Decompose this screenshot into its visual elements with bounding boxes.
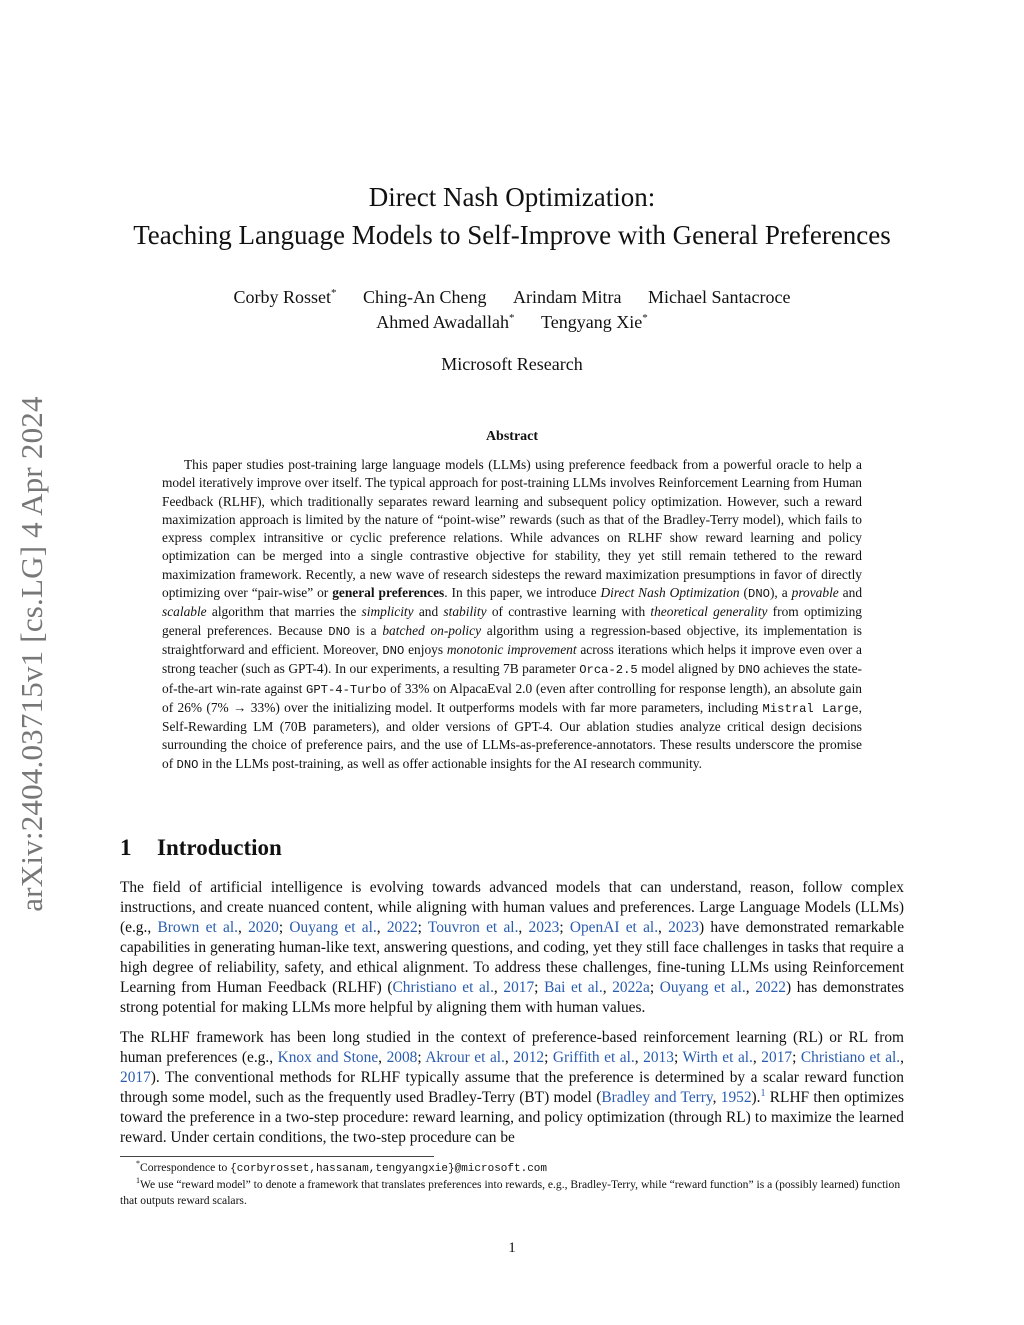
citation-year-link[interactable]: 2012 <box>513 1049 545 1066</box>
citation-year-link[interactable]: 2017 <box>503 979 535 996</box>
arxiv-stamp: arXiv:2404.03715v1 [cs.LG] 4 Apr 2024 <box>14 396 49 912</box>
title-line-2: Teaching Language Models to Self-Improve with General Preferences <box>133 220 891 250</box>
author: Ching-An Cheng <box>363 287 487 307</box>
citation-year-link[interactable]: 2022 <box>755 979 786 996</box>
section-number: 1 <box>120 835 132 860</box>
author-row-1 <box>80 285 944 310</box>
citation-link[interactable]: Christiano et al. <box>392 979 494 996</box>
intro-paragraph-2: The RLHF framework has been long studied in the context of preference-based reinforcement learning (RL) or RL from human preferences (e.g., Knox and Stone, 2008; Akrour et al., 2012; Griffith et al., 2013; Wirth et al., 2017; Christiano et al., 2017). The conventional methods for RLHF typically assume that the preference is determined by a scalar reward function through some model, such as the frequently used Bradley-Terry (BT) model (Bradley and Terry, 1952).$^1$ RLHF then optimizes toward the preference in a two-step procedure: reward learning, and policy optimization (through RL) to maximize the learned reward. Under certain conditions, the two-step procedure can be <box>120 1029 905 1146</box>
citation-link[interactable]: Griffith et al. <box>552 1049 635 1066</box>
citation-year-link[interactable]: 2022 <box>386 919 418 936</box>
affiliation: Microsoft Research <box>441 354 583 374</box>
citation-year-link[interactable]: 2022a <box>612 979 650 996</box>
citation-year-link[interactable]: 2008 <box>386 1049 418 1066</box>
author: Corby Rosset* <box>233 287 337 307</box>
citation-link[interactable]: Touvron et al. <box>427 919 519 936</box>
correspondence-email: {corbyrosset,hassanam,tengyangxie}@microsoft.com <box>230 1163 548 1175</box>
citation-link[interactable]: Wirth et al. <box>682 1049 753 1066</box>
author-row-2 <box>80 310 944 335</box>
title-line-1: Direct Nash Optimization: <box>368 182 656 212</box>
paper-title <box>80 178 944 254</box>
citation-year-link[interactable]: 2023 <box>528 919 560 936</box>
author: Arindam Mitra <box>513 287 622 307</box>
citation-link[interactable]: Akrour et al. <box>425 1049 505 1066</box>
citation-year-link[interactable]: 2013 <box>643 1049 674 1066</box>
section-title: Introduction <box>157 835 282 860</box>
footnote-correspondence: *Correspondence to {corbyrosset,hassanam,tengyangxie}@microsoft.com <box>136 1159 548 1175</box>
author: Tengyang Xie* <box>541 312 648 332</box>
citation-link[interactable]: Bai et al. <box>544 979 603 996</box>
citation-link[interactable]: Brown et al. <box>157 919 238 936</box>
footnote-reward-model: $^1$We use “reward model” to denote a framework that translates preferences into rewards, e.g., Bradley-Terry, while “reward function” is a (possibly learned) function that outputs reward scalars. <box>120 1176 901 1207</box>
author-list <box>80 285 944 335</box>
citation-link[interactable]: Bradley and Terry <box>601 1089 713 1106</box>
citation-year-link[interactable]: 2017 <box>120 1069 151 1086</box>
page-number: 1 <box>508 1240 516 1256</box>
citation-link[interactable]: OpenAI et al. <box>569 919 659 936</box>
abstract-heading: Abstract <box>485 429 539 444</box>
section-heading <box>120 835 282 861</box>
citation-link[interactable]: Ouyang et al. <box>659 979 746 996</box>
citation-year-link[interactable]: 2020 <box>248 919 279 936</box>
citation-year-link[interactable]: 2017 <box>761 1049 793 1066</box>
footnote-divider <box>120 1156 434 1157</box>
citation-link[interactable]: Christiano et al. <box>800 1049 901 1066</box>
citation-link[interactable]: Knox and Stone <box>277 1049 379 1066</box>
citation-year-link[interactable]: 1952 <box>720 1089 752 1106</box>
citation-year-link[interactable]: 2023 <box>668 919 699 936</box>
author: Michael Santacroce <box>648 287 791 307</box>
footnote-ref-link[interactable]: 1 <box>760 1087 766 1099</box>
abstract-body: This paper studies post-training large language models (LLMs) using preference feedback from a powerful oracle to help a model iteratively improve over itself. The typical approach for post-training LLMs involves Reinforcement Learning from Human Feedback (RLHF), which traditionally separates reward learning and subsequent policy optimization. However, such a reward maximization approach is limited by the nature of “point-wise” rewards (such as that of the Bradley-Terry model), which fails to express complex intransitive or cyclic preference relations. While advances on RLHF show reward learning and policy optimization can be merged into a single contrastive objective for stability, they yet still remain tethered to the reward maximization framework. Recently, a new wave of research sidesteps the reward maximization presumptions in favor of directly optimizing over “pair-wise” or general preferences. In this paper, we introduce Direct Nash Optimization (DNO), a provable and scalable algorithm that marries the simplicity and stability of contrastive learning with theoretical generality from optimizing general preferences. Because DNO is a batched on-policy algorithm using a regression-based objective, its implementation is straightforward and efficient. Moreover, DNO enjoys monotonic improvement across iterations which helps it improve even over a strong teacher (such as GPT-4). In our experiments, a resulting 7B parameter Orca-2.5 model aligned by DNO achieves the state-of-the-art win-rate against GPT-4-Turbo of 33% on AlpacaEval 2.0 (even after controlling for response length), an absolute gain of 26% (7% → 33%) over the initializing model. It outperforms models with far more parameters, including Mistral Large, Self-Rewarding LM (70B parameters), and older versions of GPT-4. Our ablation studies analyze critical design decisions surrounding the choice of preference pairs, and the use of LLMs-as-preference-annotators. These results underscore the promise of DNO in the LLMs post-training, as well as offer actionable insights for the AI research community. <box>162 457 863 772</box>
citation-link[interactable]: Ouyang et al. <box>289 919 377 936</box>
author: Ahmed Awadallah* <box>376 312 515 332</box>
intro-paragraph-1: The field of artificial intelligence is evolving towards advanced models that can understand, reason, follow complex instructions, and create nuanced content, while aligning with human values and preferences. Large Language Models (LLMs) (e.g., Brown et al., 2020; Ouyang et al., 2022; Touvron et al., 2023; OpenAI et al., 2023) have demonstrated remarkable capabilities in generating human-like text, answering questions, and coding, yet they still face challenges in tasks that require a high degree of reliability, safety, and ethical alignment. To address these challenges, fine-tuning LLMs using Reinforcement Learning from Human Feedback (RLHF) (Christiano et al., 2017; Bai et al., 2022a; Ouyang et al., 2022) has demonstrates strong potential for making LLMs more helpful by aligning them with human values. <box>120 879 905 1016</box>
